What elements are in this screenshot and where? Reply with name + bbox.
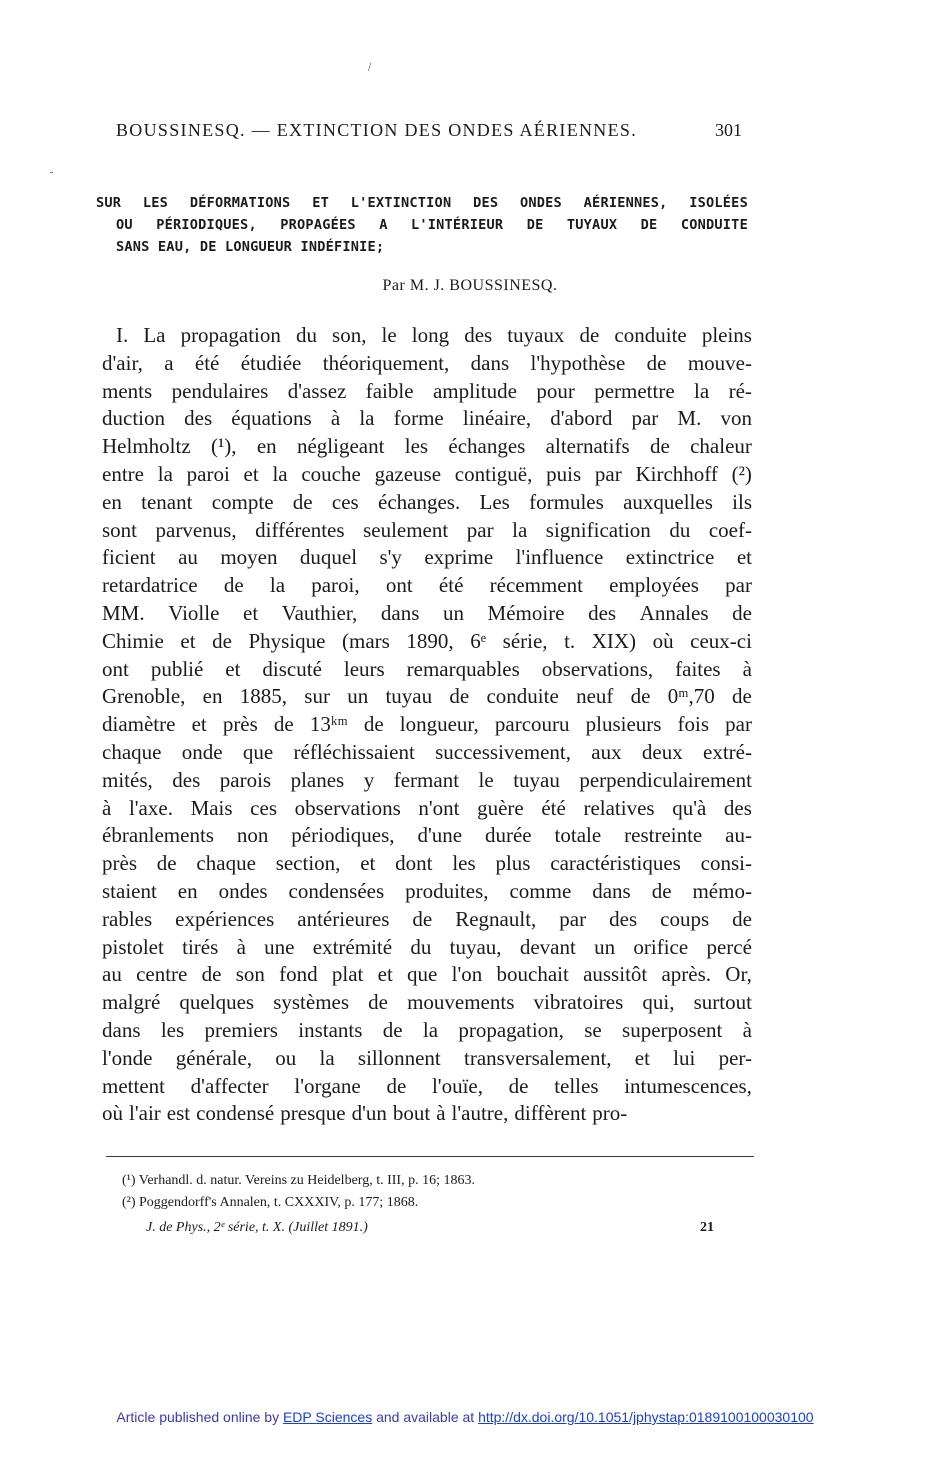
margin-tick [50,172,53,173]
body-line: sont parvenus, différentes seulement par la signification du coef- [102,517,752,542]
publication-banner [0,1409,930,1425]
body-line: Helmholtz (¹), en négligeant les échanges alternatifs de chaleur [102,434,752,459]
body-line: ments pendulaires d'assez faible amplitude pour permettre la ré- [102,378,752,403]
body-line: d'air, a été étudiée théoriquement, dans l'hypothèse de mouve- [102,350,752,375]
body-line: ficient au moyen duquel s'y exprime l'influence extinctrice et [102,545,752,570]
journal-citation: J. de Phys., 2ᵉ série, t. X. (Juillet 1891.) [146,1220,368,1235]
article-title-line: OU PÉRIODIQUES, PROPAGÉES A L'INTÉRIEUR DE TUYAUX DE CONDUITE [116,217,748,233]
footnote-1: (¹) Verhandl. d. natur. Vereins zu Heidelberg, t. III, p. 16; 1863. [122,1173,475,1188]
body-line: en tenant compte de ces échanges. Les formules auxquelles ils [102,489,752,514]
body-line: au centre de son fond plat et que l'on bouchait aussitôt après. Or, [102,962,752,987]
body-line: l'onde générale, ou la sillonnent transversalement, et lui per- [102,1045,752,1070]
body-line: Grenoble, en 1885, sur un tuyau de conduite neuf de 0ᵐ,70 de [102,684,752,709]
body-line: malgré quelques systèmes de mouvements vibratoires qui, surtout [102,990,752,1015]
doi-link[interactable]: http://dx.doi.org/10.1051/jphystap:0189100100030100 [478,1409,814,1425]
body-line: près de chaque section, et dont les plus caractéristiques consi- [102,851,752,876]
body-line: MM. Violle et Vauthier, dans un Mémoire des Annales de [102,600,752,625]
journal-footer [146,1220,714,1236]
body-line: mettent d'affecter l'organe de l'ouïe, de telles intumescences, [102,1073,752,1098]
body-line: rables expériences antérieures de Regnault, par des coups de [102,906,752,931]
footnote-2: (²) Poggendorff's Annalen, t. CXXXIV, p. 177; 1868. [122,1195,419,1210]
body-line: chaque onde que réfléchissaient successivement, aux deux extré- [102,739,752,764]
body-line: ébranlements non périodiques, d'une durée totale restreinte au- [102,823,752,848]
margin-mark: / [368,62,372,73]
body-line: I. La propagation du son, le long des tuyaux de conduite pleins [116,323,752,347]
body-line: diamètre et près de 13ᵏᵐ de longueur, parcouru plusieurs fois par [102,712,752,737]
body-line: où l'air est condensé presque d'un bout à l'autre, diffèrent pro- [102,1101,628,1126]
sheet-signature: 21 [700,1220,714,1235]
publisher-link[interactable]: EDP Sciences [282,1409,373,1425]
article-title-line: SANS EAU, DE LONGUEUR INDÉFINIE; [116,239,385,255]
page-number: 301 [715,120,742,140]
article-title [96,192,748,258]
article-title-line: SUR LES DÉFORMATIONS ET L'EXTINCTION DES ONDES AÉRIENNES, ISOLÉES [96,195,748,211]
body-line: staient en ondes condensées produites, comme dans de mémo- [102,878,752,903]
author-line: Par M. J. BOUSSINESQ. [382,277,558,294]
body-line: ont publié et discuté leurs remarquables observations, faites à [102,656,752,681]
footnote-rule [106,1156,754,1157]
running-head [116,120,742,146]
body-line: mités, des parois planes y fermant le tuyau perpendiculairement [102,767,752,792]
body-line: pistolet tirés à une extrémité du tuyau, devant un orifice percé [102,934,752,959]
body-line: dans les premiers instants de la propagation, se superposent à [102,1017,752,1042]
banner-middle: and available at [376,1409,475,1425]
banner-prefix: Article published online by [116,1409,280,1425]
article-body [102,322,752,1128]
body-line: retardatrice de la paroi, ont été récemment employées par [102,573,752,598]
body-line: entre la paroi et la couche gazeuse contiguë, puis par Kirchhoff (²) [102,461,752,486]
body-line: à l'axe. Mais ces observations n'ont guère été relatives qu'à des [102,795,752,820]
running-head-title: BOUSSINESQ. — EXTINCTION DES ONDES AÉRIENNES. [116,120,638,140]
body-line: duction des équations à la forme linéaire, d'abord par M. von [102,406,752,431]
body-line: Chimie et de Physique (mars 1890, 6ᵉ série, t. XIX) où ceux-ci [102,628,752,653]
